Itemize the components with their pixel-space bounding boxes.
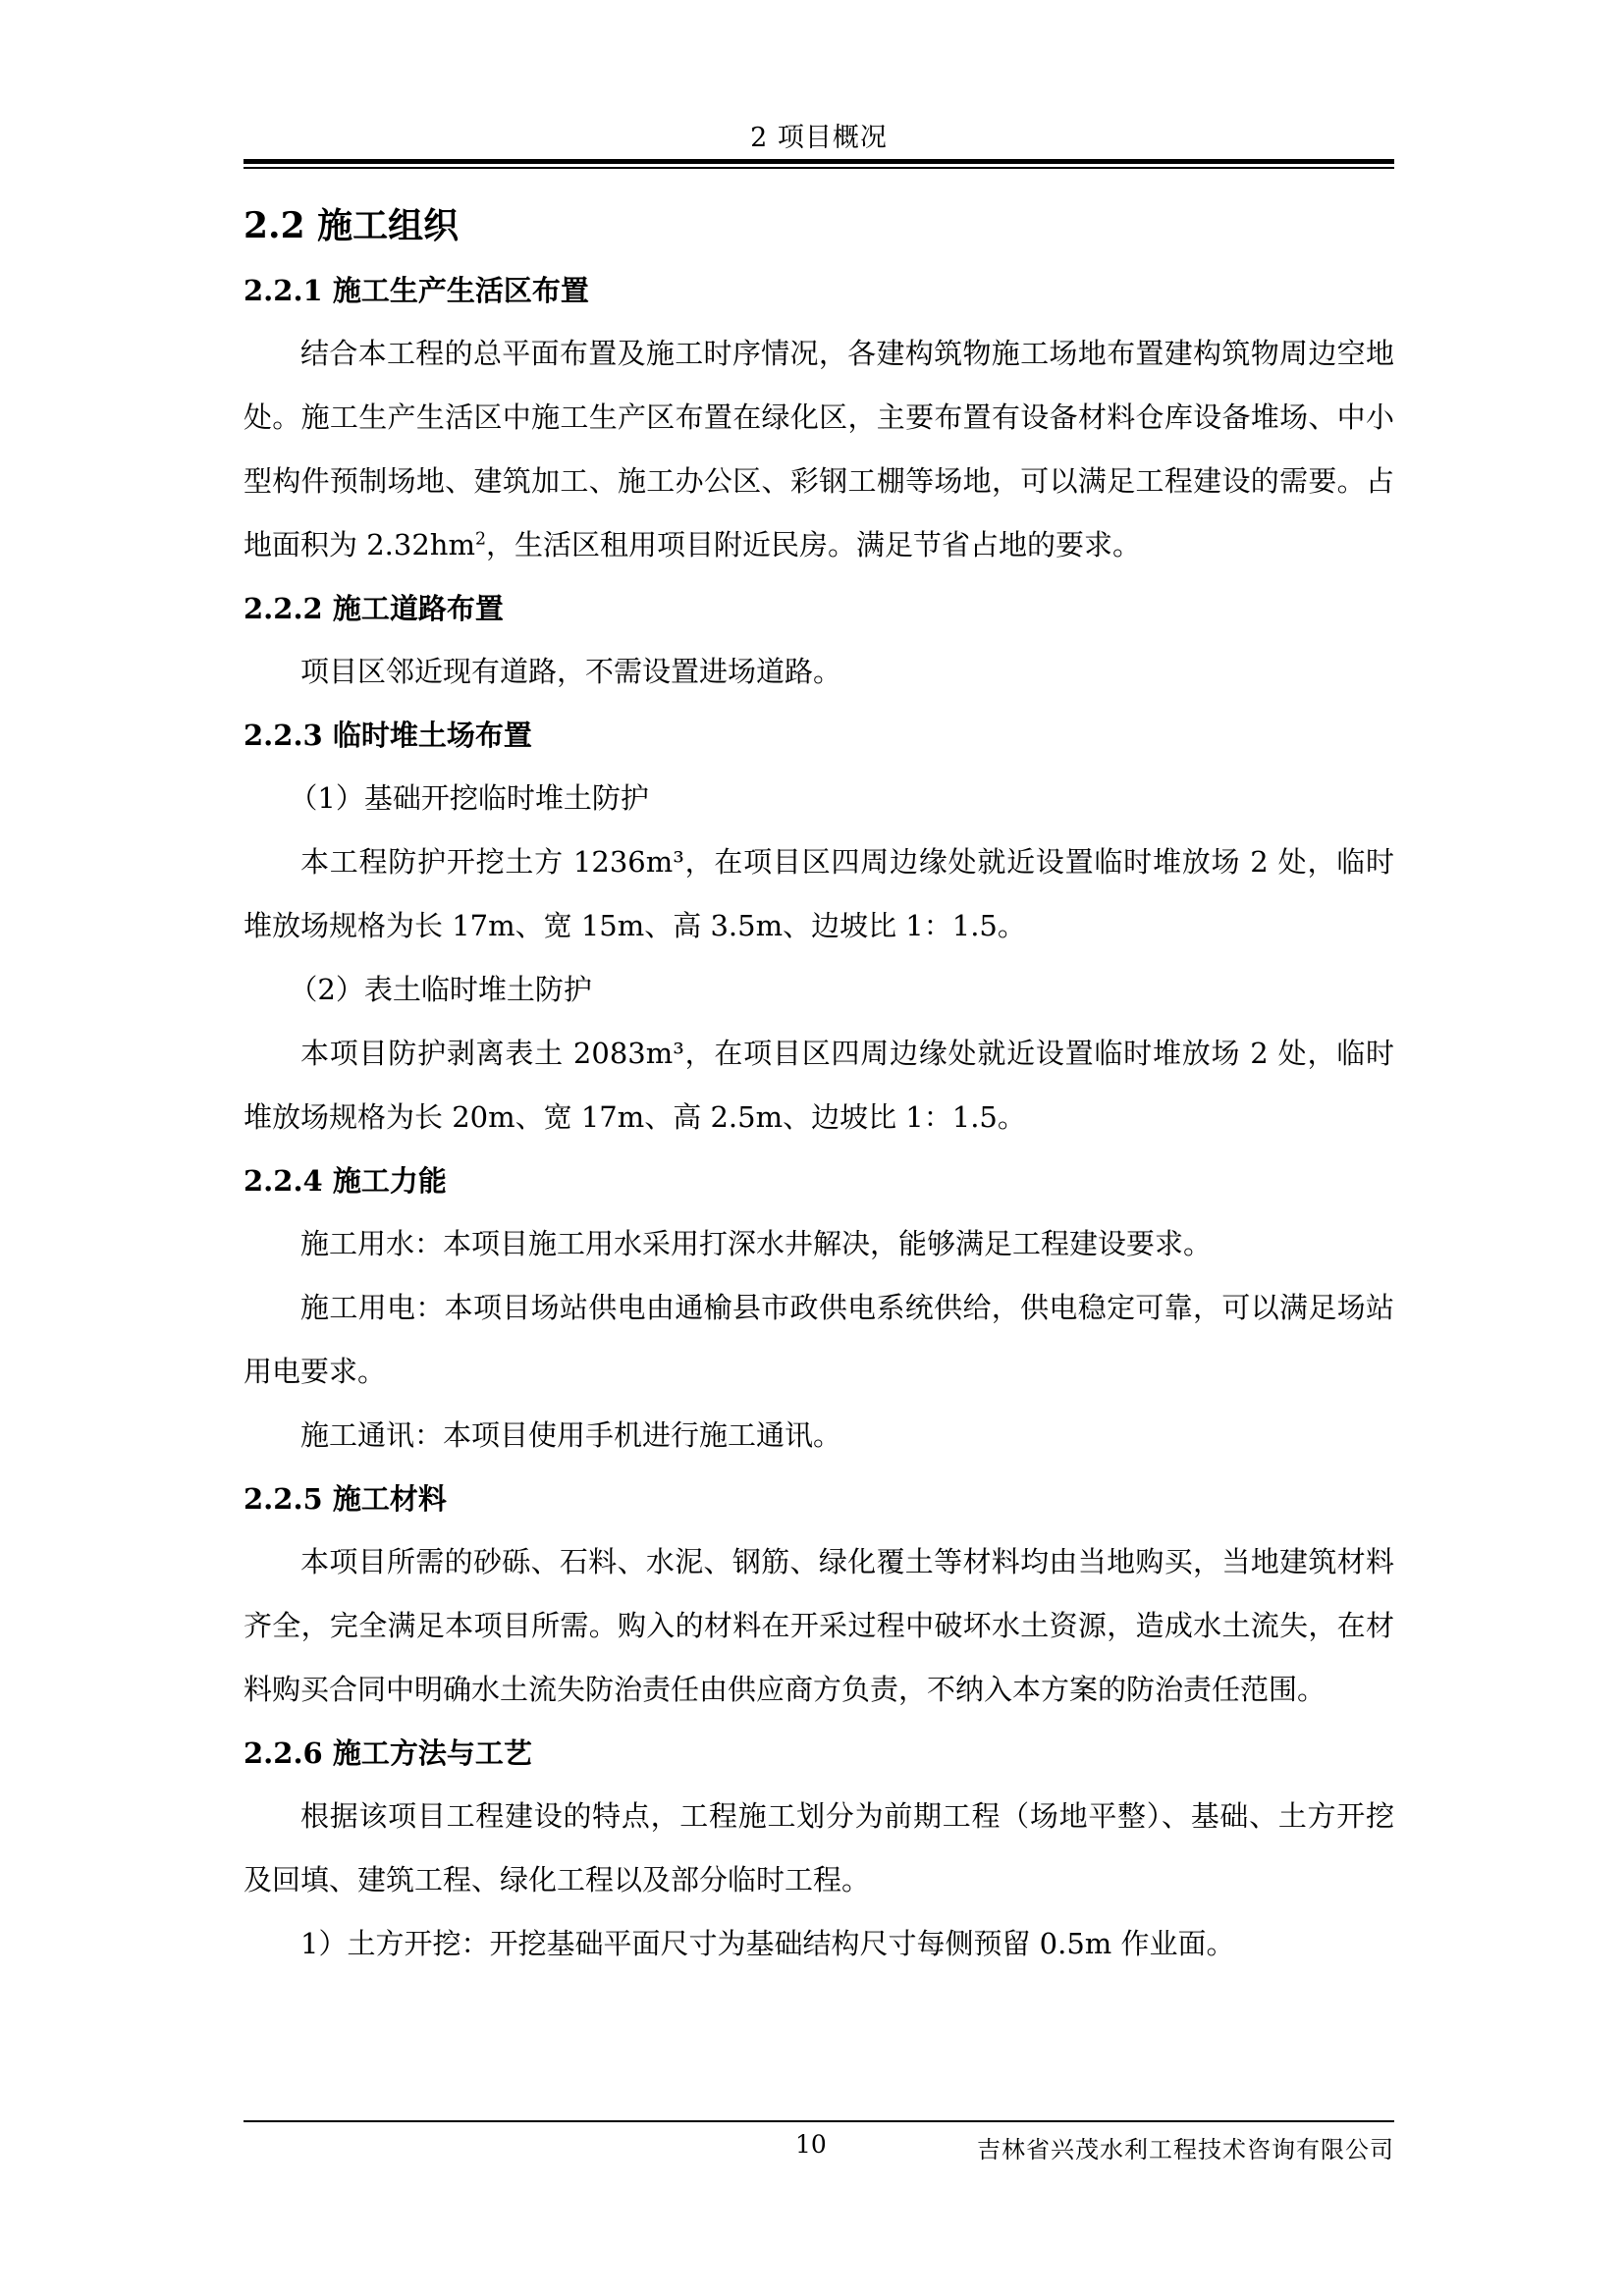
paragraph-foundation-soil: 本工程防护开挖土方 1236m³，在项目区四周边缘处就近设置临时堆放场 2 处，临时堆放场规格为长 17m、宽 15m、高 3.5m、边坡比 1：1.5。	[244, 845, 1394, 942]
superscript: 2	[474, 529, 487, 550]
page-footer	[244, 2120, 1394, 2169]
company-name: 吉林省兴茂水利工程技术咨询有限公司	[977, 2136, 1394, 2163]
paragraph-living-area	[244, 322, 1394, 577]
subsection-title-2-2-6: 2.2.6 施工方法与工艺	[244, 1736, 532, 1770]
document-body	[244, 192, 1394, 1976]
paragraph-electricity: 施工用电：本项目场站供电由通榆县市政供电系统供给，供电稳定可靠，可以满足场站用电要求。	[244, 1291, 1394, 1388]
header-rule-thin	[244, 167, 1394, 169]
paragraph-materials: 本项目所需的砂砾、石料、水泥、钢筋、绿化覆土等材料均由当地购买，当地建筑材料齐全，完全满足本项目所需。购入的材料在开采过程中破坏水土资源，造成水土流失，在材料购买合同中明确水土流失防治责任由供应商方负责，不纳入本方案的防治责任范围。	[244, 1545, 1394, 1706]
subsection-title-2-2-1: 2.2.1 施工生产生活区布置	[244, 274, 589, 307]
list-item-foundation: （1）基础开挖临时堆土防护	[289, 781, 649, 815]
section-title: 2.2 施工组织	[244, 205, 460, 246]
paragraph-water: 施工用水：本项目施工用水采用打深水井解决，能够满足工程建设要求。	[300, 1227, 1213, 1260]
header-title: 2 项目概况	[750, 123, 888, 153]
subsection-title-2-2-3: 2.2.3 临时堆土场布置	[244, 719, 532, 752]
paragraph-excavation: 1）土方开挖：开挖基础平面尺寸为基础结构尺寸每侧预留 0.5m 作业面。	[300, 1927, 1235, 1960]
subsection-title-2-2-4: 2.2.4 施工力能	[244, 1164, 447, 1198]
header-rule-thick	[244, 159, 1394, 164]
paragraph-communication: 施工通讯：本项目使用手机进行施工通讯。	[300, 1418, 842, 1452]
list-item-topsoil: （2）表土临时堆土防护	[289, 973, 592, 1006]
paragraph-text: ，生活区租用项目附近民房。满足节省占地的要求。	[486, 528, 1142, 561]
paragraph-text: 结合本工程的总平面布置及施工时序情况，各建构筑物施工场地布置建构筑物周边空地处。施工生产生活区中施工生产区布置在绿化区，主要布置有设备材料仓库设备堆场、中小型构件预制场地、建筑加工、施工办公区、彩钢工棚等场地，可以满足工程建设的需要。占地面积为 2.32hm	[244, 337, 1394, 561]
subsection-title-2-2-2: 2.2.2 施工道路布置	[244, 592, 504, 625]
subsection-title-2-2-5: 2.2.5 施工材料	[244, 1482, 447, 1516]
footer-rule	[244, 2120, 1394, 2122]
page-header	[244, 110, 1394, 169]
paragraph-road: 项目区邻近现有道路，不需设置进场道路。	[300, 655, 842, 688]
paragraph-topsoil: 本项目防护剥离表土 2083m³，在项目区四周边缘处就近设置临时堆放场 2 处，临时堆放场规格为长 20m、宽 17m、高 2.5m、边坡比 1：1.5。	[244, 1037, 1394, 1134]
paragraph-method: 根据该项目工程建设的特点，工程施工划分为前期工程（场地平整）、基础、土方开挖及回填、建筑工程、绿化工程以及部分临时工程。	[244, 1799, 1394, 1896]
page-number: 10	[795, 2130, 827, 2159]
